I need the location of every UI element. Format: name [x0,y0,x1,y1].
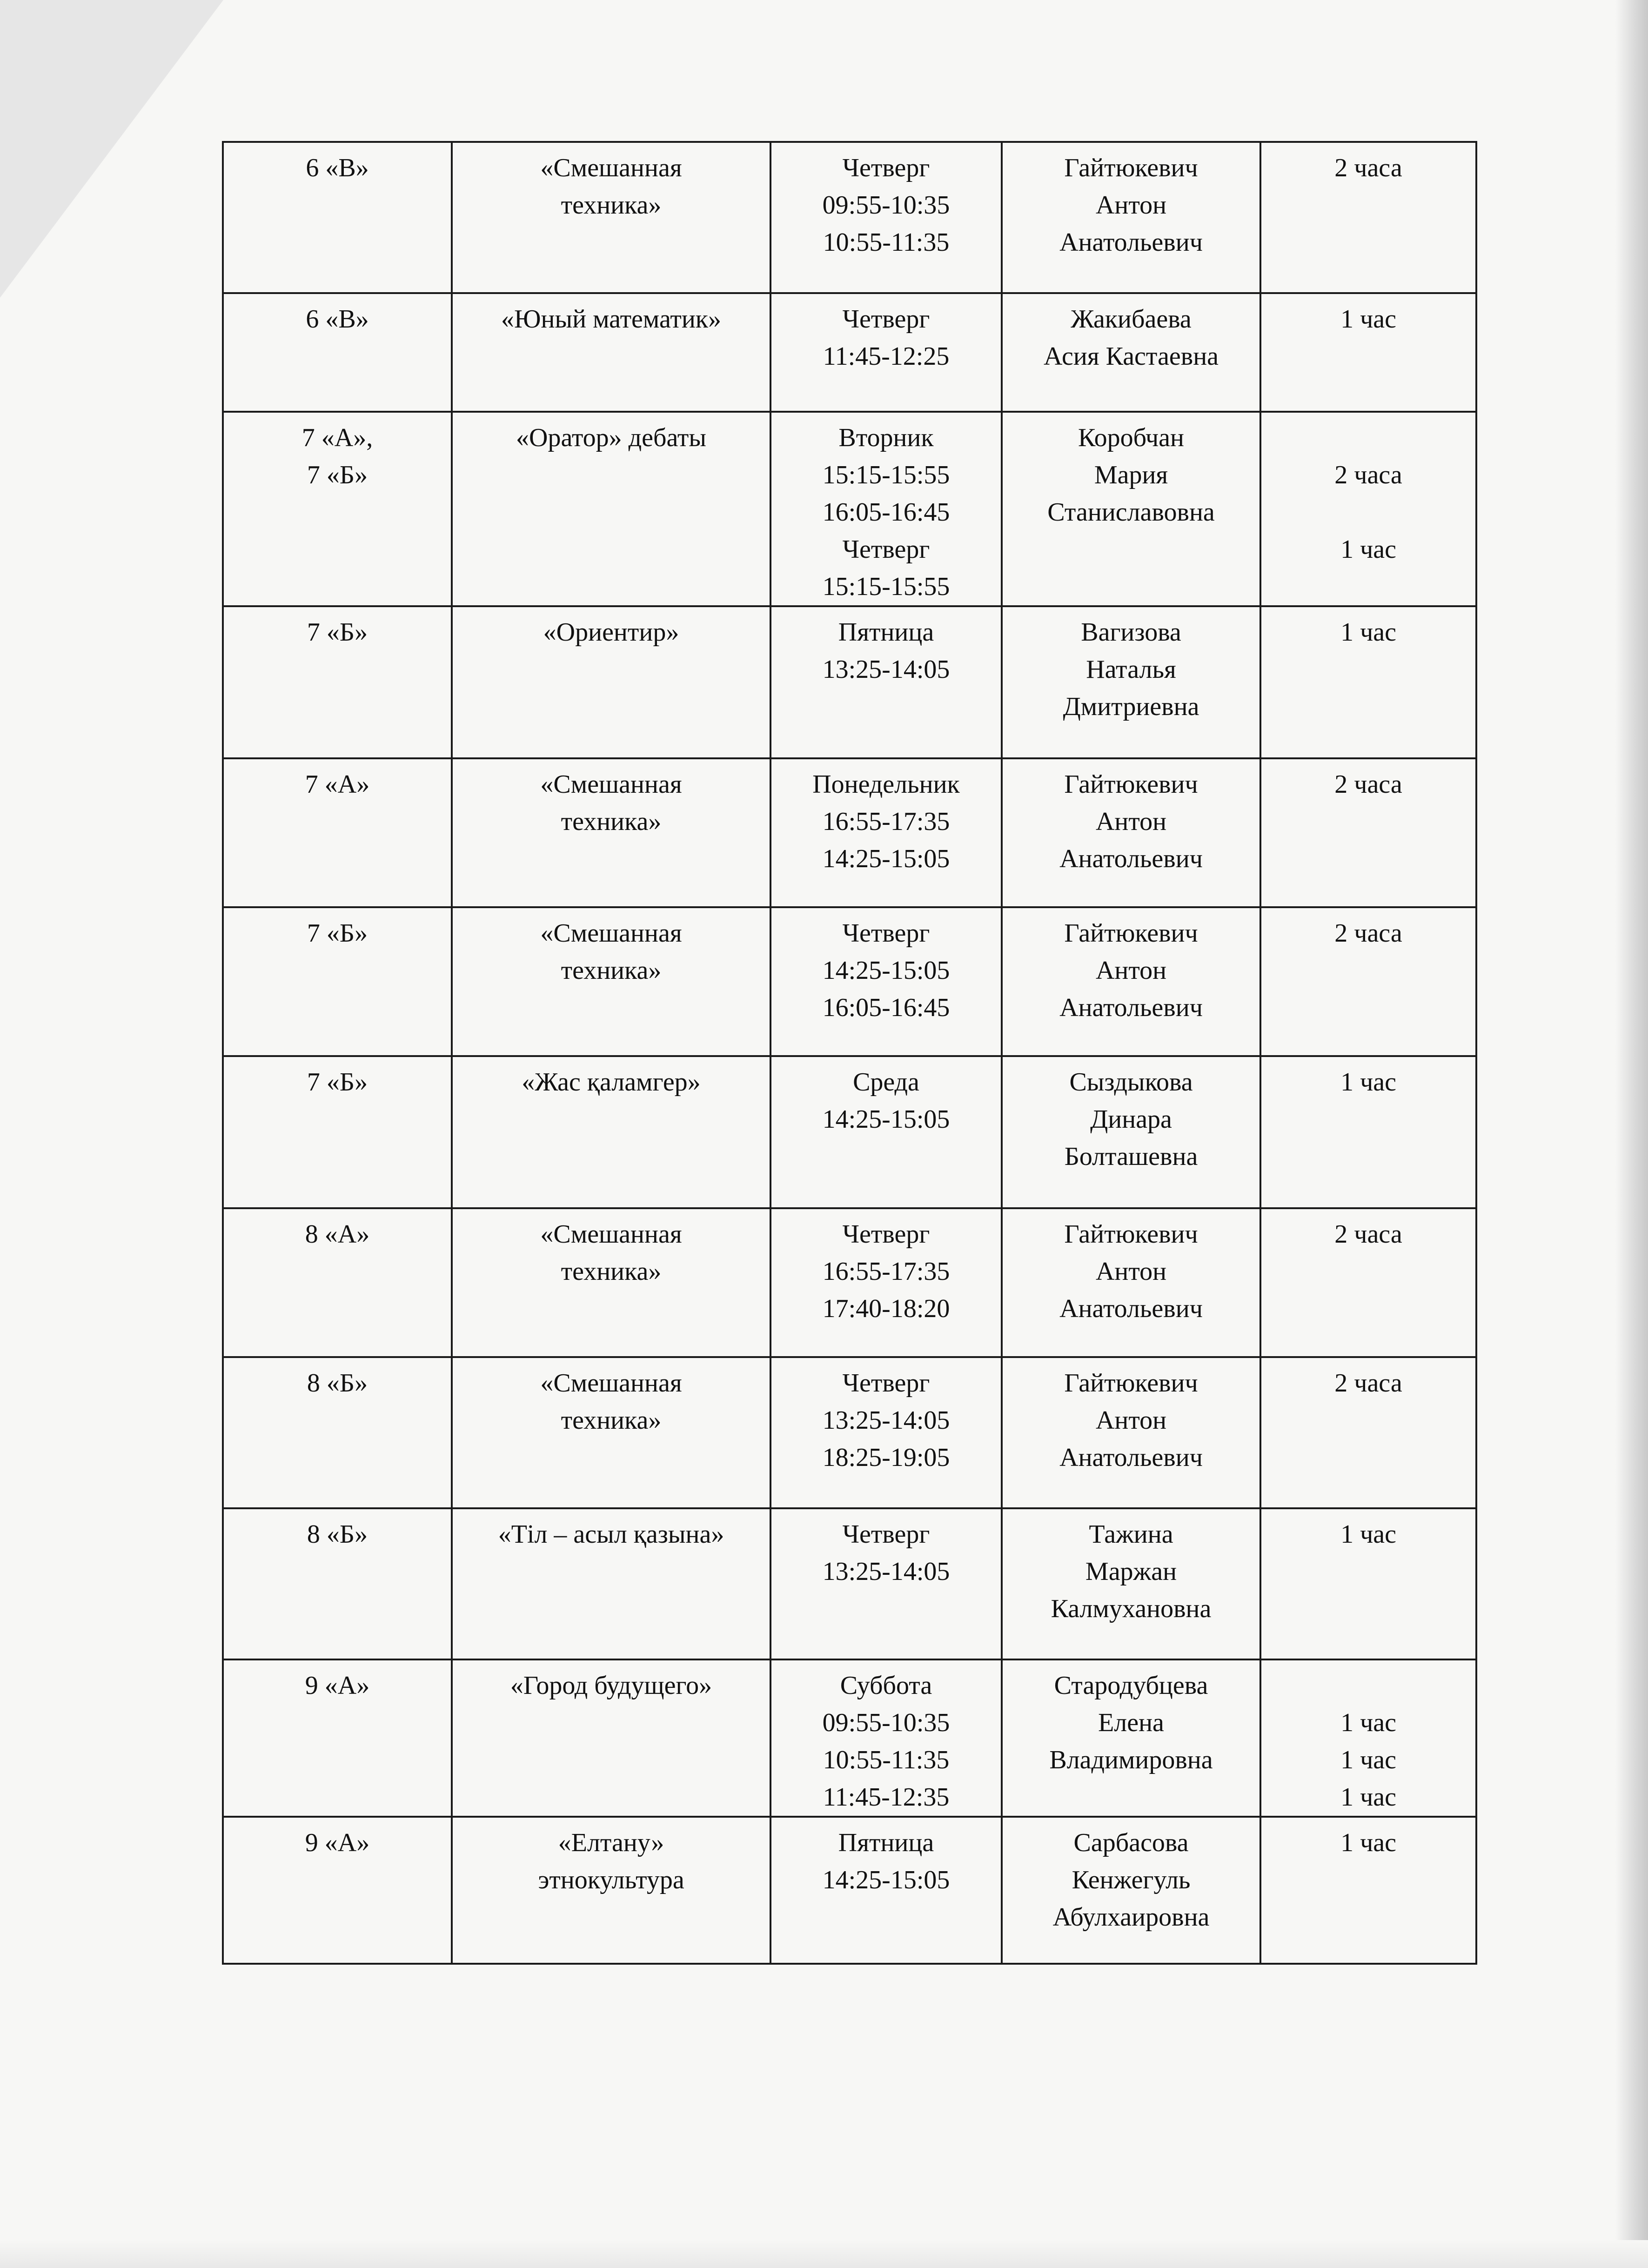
class-line: 8 «Б» [307,1520,368,1549]
table-row [223,1056,1476,1208]
teacher-line: Сыздыкова [1069,1068,1193,1097]
teacher-cell [1002,1056,1260,1208]
class-cell [223,1208,452,1357]
page-edge-shadow [1615,0,1648,2268]
schedule-time-cell [770,1208,1002,1357]
table-row [223,758,1476,907]
club-name-cell [452,412,770,606]
teacher-line: Стародубцева [1054,1671,1208,1700]
schedule-time-line: 16:55-17:35 [822,807,950,836]
club-name-line: «Смешанная [540,1369,682,1398]
teacher-cell [1002,606,1260,758]
class-cell [223,1357,452,1508]
teacher-cell [1002,412,1260,606]
teacher-line: Антон [1095,956,1167,985]
hours-line: 1 час [1340,618,1396,647]
hours-cell [1260,907,1476,1056]
page-bottom-shadow [0,2240,1648,2268]
club-schedule-table [222,141,1477,1965]
schedule-time-line: 16:55-17:35 [822,1257,950,1286]
teacher-line: Мария [1094,461,1168,489]
teacher-cell [1002,293,1260,412]
schedule-time-line: 09:55-10:35 [822,191,950,220]
hours-line: 1 час [1340,1068,1396,1097]
club-name-line: «Жас қаламгер» [522,1068,701,1097]
teacher-line: Асия Кастаевна [1043,342,1219,371]
table-row [223,142,1476,293]
schedule-time-line: 14:25-15:05 [822,956,950,985]
schedule-time-cell [770,1817,1002,1964]
teacher-cell [1002,758,1260,907]
club-name-line: техника» [561,956,662,985]
club-name-line: техника» [561,1257,662,1286]
class-line: 8 «Б» [307,1369,368,1398]
teacher-line: Анатольевич [1059,1443,1203,1472]
schedule-time-cell [770,142,1002,293]
club-name-cell [452,142,770,293]
schedule-time-line: Понедельник [812,770,960,799]
class-line: 6 «В» [306,305,369,334]
teacher-line: Антон [1095,1406,1167,1435]
schedule-time-line: 09:55-10:35 [822,1708,950,1737]
schedule-time-cell [770,1508,1002,1659]
teacher-line: Калмухановна [1051,1594,1212,1623]
club-name-line: этнокультура [538,1866,684,1894]
teacher-line: Наталья [1086,655,1176,684]
hours-cell [1260,1056,1476,1208]
schedule-time-line: Четверг [842,535,930,564]
class-cell [223,758,452,907]
hours-line: 1 час [1340,535,1396,564]
schedule-time-line: 11:45-12:25 [823,342,950,371]
table-row [223,1357,1476,1508]
club-name-line: «Смешанная [540,919,682,948]
hours-line: 1 час [1340,1708,1396,1737]
schedule-time-line: 18:25-19:05 [822,1443,950,1472]
schedule-time-line: 13:25-14:05 [822,1406,950,1435]
club-name-cell [452,1208,770,1357]
hours-cell [1260,758,1476,907]
schedule-time-line: Четверг [842,1520,930,1549]
teacher-line: Станиславовна [1047,498,1215,527]
hours-line [1265,494,1472,531]
club-name-cell [452,1659,770,1817]
schedule-time-line: Четверг [842,1220,930,1249]
schedule-time-cell [770,1357,1002,1508]
table-row [223,1508,1476,1659]
teacher-line: Сарбасова [1073,1828,1189,1857]
club-name-line: «Елтану» [558,1828,664,1857]
class-line: 7 «А» [305,770,370,799]
teacher-cell [1002,1659,1260,1817]
class-cell [223,293,452,412]
hours-cell [1260,1508,1476,1659]
schedule-time-line: Четверг [842,919,930,948]
hours-cell [1260,293,1476,412]
teacher-line: Антон [1095,191,1167,220]
club-name-line: «Город будущего» [510,1671,712,1700]
teacher-line: Динара [1090,1105,1172,1134]
class-line: 7 «А», [301,423,373,452]
hours-cell [1260,606,1476,758]
teacher-line: Антон [1095,1257,1167,1286]
schedule-time-cell [770,293,1002,412]
schedule-time-cell [770,412,1002,606]
schedule-time-line: Вторник [838,423,934,452]
club-name-line: «Смешанная [540,154,682,182]
schedule-time-line: Четверг [842,305,930,334]
hours-cell [1260,1659,1476,1817]
class-cell [223,1508,452,1659]
teacher-line: Абулхаировна [1052,1903,1210,1932]
club-name-line: «Тіл – асыл қазына» [498,1520,724,1549]
schedule-body [223,142,1476,1964]
class-cell [223,1659,452,1817]
class-line: 7 «Б» [307,618,368,647]
hours-cell [1260,1208,1476,1357]
class-cell [223,142,452,293]
teacher-line: Гайтюкевич [1064,919,1198,948]
schedule-time-line: 14:25-15:05 [822,844,950,873]
hours-line [1265,419,1472,456]
hours-line: 2 часа [1334,770,1402,799]
teacher-line: Гайтюкевич [1064,1220,1198,1249]
hours-line [1265,1667,1472,1704]
class-cell [223,1056,452,1208]
teacher-line: Анатольевич [1059,228,1203,257]
teacher-cell [1002,142,1260,293]
class-line: 6 «В» [306,154,369,182]
hours-line: 1 час [1340,1520,1396,1549]
schedule-time-line: Пятница [838,618,934,647]
folded-corner [0,0,223,298]
hours-line: 1 час [1340,1746,1396,1774]
teacher-cell [1002,1508,1260,1659]
teacher-line: Коробчан [1078,423,1184,452]
teacher-line: Анатольевич [1059,1294,1203,1323]
hours-cell [1260,1357,1476,1508]
schedule-time-line: Пятница [838,1828,934,1857]
class-line: 9 «А» [305,1671,370,1700]
teacher-line: Дмитриевна [1063,692,1199,721]
club-name-cell [452,758,770,907]
schedule-time-line: 10:55-11:35 [823,1746,950,1774]
schedule-time-cell [770,1056,1002,1208]
schedule-time-line: 10:55-11:35 [823,228,950,257]
schedule-time-line: 14:25-15:05 [822,1105,950,1134]
teacher-line: Кенжегуль [1072,1866,1191,1894]
table-row [223,907,1476,1056]
club-name-cell [452,1817,770,1964]
teacher-line: Жакибаева [1071,305,1192,334]
club-name-line: «Смешанная [540,770,682,799]
schedule-time-line: 13:25-14:05 [822,1557,950,1586]
schedule-time-line: Четверг [842,154,930,182]
club-name-line: техника» [561,1406,662,1435]
teacher-line: Гайтюкевич [1064,154,1198,182]
teacher-line: Владимировна [1049,1746,1213,1774]
hours-line: 1 час [1340,1828,1396,1857]
club-name-line: техника» [561,191,662,220]
table-row [223,1817,1476,1964]
schedule-time-cell [770,907,1002,1056]
schedule-time-line: 17:40-18:20 [822,1294,950,1323]
schedule-time-line: 13:25-14:05 [822,655,950,684]
schedule-time-line: 11:45-12:35 [823,1783,950,1812]
table-row [223,412,1476,606]
class-line: 8 «А» [305,1220,370,1249]
hours-cell [1260,142,1476,293]
teacher-cell [1002,1208,1260,1357]
class-line: 9 «А» [305,1828,370,1857]
club-name-cell [452,606,770,758]
table-row [223,1208,1476,1357]
teacher-line: Антон [1095,807,1167,836]
teacher-line: Гайтюкевич [1064,1369,1198,1398]
teacher-line: Гайтюкевич [1064,770,1198,799]
hours-line: 2 часа [1334,1369,1402,1398]
club-name-line: «Смешанная [540,1220,682,1249]
schedule-time-cell [770,606,1002,758]
club-name-cell [452,1056,770,1208]
schedule-time-line: 16:05-16:45 [822,993,950,1022]
class-cell [223,907,452,1056]
class-cell [223,606,452,758]
hours-cell [1260,412,1476,606]
schedule-time-line: Суббота [840,1671,932,1700]
class-line: 7 «Б» [307,1068,368,1097]
teacher-line: Елена [1098,1708,1164,1737]
teacher-cell [1002,1357,1260,1508]
table-row [223,293,1476,412]
schedule-time-line: 15:15-15:55 [822,461,950,489]
club-name-line: «Ориентир» [543,618,679,647]
teacher-line: Вагизова [1081,618,1181,647]
hours-line: 2 часа [1334,154,1402,182]
schedule-time-line: Четверг [842,1369,930,1398]
club-name-cell [452,1357,770,1508]
teacher-line: Маржан [1085,1557,1177,1586]
schedule-time-line: 14:25-15:05 [822,1866,950,1894]
class-cell [223,412,452,606]
club-name-cell [452,1508,770,1659]
schedule-time-cell [770,1659,1002,1817]
club-name-cell [452,907,770,1056]
class-cell [223,1817,452,1964]
teacher-cell [1002,907,1260,1056]
class-line: 7 «Б» [307,461,368,489]
hours-line: 2 часа [1334,461,1402,489]
table-row [223,1659,1476,1817]
schedule-time-line: 15:15-15:55 [822,572,950,601]
hours-line: 1 час [1340,305,1396,334]
club-name-line: техника» [561,807,662,836]
schedule-time-line: Среда [853,1068,919,1097]
teacher-line: Болташевна [1064,1142,1198,1171]
hours-line: 2 часа [1334,1220,1402,1249]
schedule-time-cell [770,758,1002,907]
schedule-time-line: 16:05-16:45 [822,498,950,527]
table-row [223,606,1476,758]
hours-line: 2 часа [1334,919,1402,948]
hours-cell [1260,1817,1476,1964]
teacher-line: Анатольевич [1059,993,1203,1022]
club-name-line: «Юный математик» [501,305,722,334]
teacher-line: Тажина [1089,1520,1173,1549]
club-name-cell [452,293,770,412]
club-name-line: «Оратор» дебаты [516,423,706,452]
class-line: 7 «Б» [307,919,368,948]
teacher-line: Анатольевич [1059,844,1203,873]
hours-line: 1 час [1340,1783,1396,1812]
teacher-cell [1002,1817,1260,1964]
